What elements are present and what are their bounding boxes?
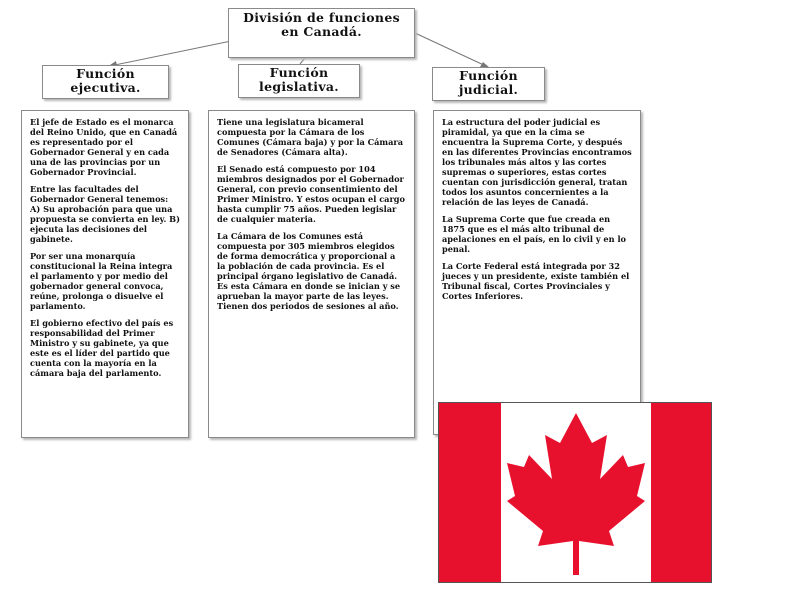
canada-flag [438, 402, 712, 583]
judicial-paragraph: La estructura del poder judicial es piramidal, ya que en la cima se encuentra la Suprema Corte, y después en las diferentes Provincias encontramos los tribunales más altos y las cortes supremas o superiores, estas cortes cuentan con jurisdicción general, tratan todos los asuntos concernientes a la relación de las leyes de Canadá. [442, 117, 632, 207]
panel-legislativa [208, 110, 415, 438]
diagram-title: División de funciones en Canadá. [228, 8, 415, 58]
ejecutiva-paragraph: Por ser una monarquía constitucional la Reina integra el parlamento y por medio del gobernador general convoca, reúne, prolonga o disuelve el parlamento. [30, 251, 173, 311]
connector-ejecutiva [110, 40, 236, 66]
connector-judicial [415, 33, 488, 67]
heading-ejecutiva: Función ejecutiva. [42, 65, 169, 99]
flag-right-band [651, 403, 711, 582]
legislativa-paragraph: Tiene una legislatura bicameral compuesta por la Cámara de los Comunes (Cámara baja) y por la Cámara de Senadores (Cámara alta). [217, 117, 404, 157]
judicial-paragraph: La Suprema Corte que fue creada en 1875 que es el más alto tribunal de apelaciones en el país, en lo civil y en lo penal. [442, 214, 627, 254]
flag-left-band [439, 403, 501, 582]
legislativa-paragraph: La Cámara de los Comunes está compuesta por 305 miembros elegidos de forma democrática y proporcional a la población de cada provincia. Es el principal órgano legislativo de Canadá. Es esta Cámara en donde se inician y se aprueban la mayor parte de las leyes. Tienen dos periodos de sesiones al año. [217, 231, 401, 311]
ejecutiva-paragraph: El gobierno efectivo del país es responsabilidad del Primer Ministro y su gabinete, ya que este es el líder del partido que cuenta con la mayoría en la cámara baja del parlamento. [30, 318, 174, 378]
canada-flag-graphic [439, 403, 711, 582]
ejecutiva-paragraph: Entre las facultades del Gobernador General tenemos: A) Su aprobación para que una propuesta se convierta en ley. B) ejecuta las decisiones del gabinete. [30, 184, 180, 244]
heading-judicial: Función judicial. [432, 67, 545, 101]
panel-ejecutiva [21, 110, 189, 438]
ejecutiva-paragraph: El jefe de Estado es el monarca del Reino Unido, que en Canadá es representado por el Gobernador General y en cada una de las provincias por un Gobernador Provincial. [30, 117, 178, 177]
judicial-paragraph: La Corte Federal está integrada por 32 jueces y un presidente, existe también el Tribunal fiscal, Cortes Provinciales y Cortes Inferiores. [442, 261, 630, 301]
panel-judicial [433, 110, 641, 435]
heading-legislativa: Función legislativa. [238, 64, 360, 98]
legislativa-paragraph: El Senado está compuesto por 104 miembros designados por el Gobernador General, con previo consentimiento del Primer Ministro. Y estos ocupan el cargo hasta cumplir 75 años. Pueden legislar de cualquier materia. [217, 164, 405, 224]
